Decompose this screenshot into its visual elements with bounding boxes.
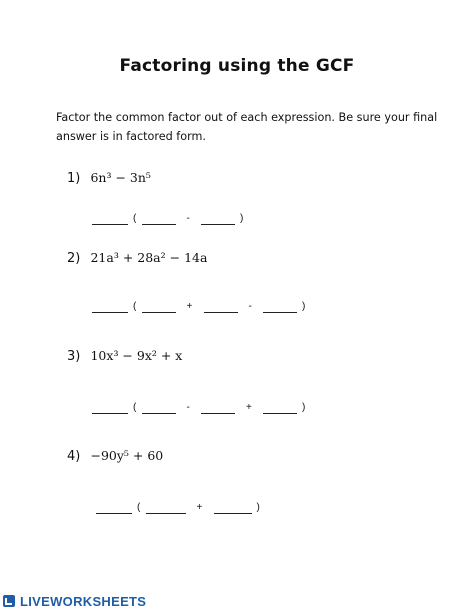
gcf-input[interactable] <box>96 503 132 514</box>
footer <box>0 591 474 611</box>
operator: - <box>186 213 191 224</box>
close-paren: ) <box>302 402 306 413</box>
liveworksheets-logo-icon <box>2 594 16 608</box>
term-input-3[interactable] <box>263 302 297 313</box>
answer-row-4 <box>94 502 260 514</box>
answer-row-1 <box>90 213 244 225</box>
term-input-2[interactable] <box>201 403 235 414</box>
problem-expression: 21a³ + 28a² − 14a <box>90 250 208 265</box>
open-paren: ( <box>132 402 137 413</box>
page-title: Factoring using the GCF <box>119 56 355 76</box>
brand-name[interactable]: LIVEWORKSHEETS <box>20 593 147 609</box>
problem-expression: 10x³ − 9x² + x <box>90 348 183 363</box>
problem-1 <box>67 170 151 186</box>
term-input-1[interactable] <box>142 214 176 225</box>
term-input-2[interactable] <box>214 503 252 514</box>
problem-4 <box>67 448 163 464</box>
answer-row-3 <box>90 402 306 414</box>
term-input-2[interactable] <box>204 302 238 313</box>
term-input-1[interactable] <box>142 302 176 313</box>
term-input-1[interactable] <box>146 503 186 514</box>
open-paren: ( <box>136 502 141 513</box>
term-input-2[interactable] <box>201 214 235 225</box>
problem-number: 4) <box>67 449 81 464</box>
problem-3 <box>67 348 182 364</box>
instructions <box>56 108 436 146</box>
operator: + <box>196 502 203 513</box>
close-paren: ) <box>239 213 244 224</box>
problem-number: 2) <box>67 251 81 266</box>
problem-number: 3) <box>67 349 81 364</box>
operator: - <box>186 402 191 413</box>
operator: + <box>186 301 193 312</box>
answer-row-2 <box>90 301 306 313</box>
open-paren: ( <box>132 301 137 312</box>
instructions-line-1: Factor the common factor out of each expression. Be sure your final <box>56 111 438 124</box>
term-input-3[interactable] <box>263 403 297 414</box>
problem-expression: 6n³ − 3n⁵ <box>90 170 151 185</box>
open-paren: ( <box>132 213 137 224</box>
gcf-input[interactable] <box>92 403 128 414</box>
term-input-1[interactable] <box>142 403 176 414</box>
problem-expression: −90y⁵ + 60 <box>90 448 164 463</box>
close-paren: ) <box>302 301 306 312</box>
problem-number: 1) <box>67 171 81 186</box>
operator: + <box>245 402 253 413</box>
instructions-line-2: answer is in factored form. <box>56 130 206 143</box>
close-paren: ) <box>256 502 261 513</box>
gcf-input[interactable] <box>92 214 128 225</box>
gcf-input[interactable] <box>92 302 128 313</box>
problem-2 <box>67 250 207 266</box>
operator: - <box>248 301 253 312</box>
